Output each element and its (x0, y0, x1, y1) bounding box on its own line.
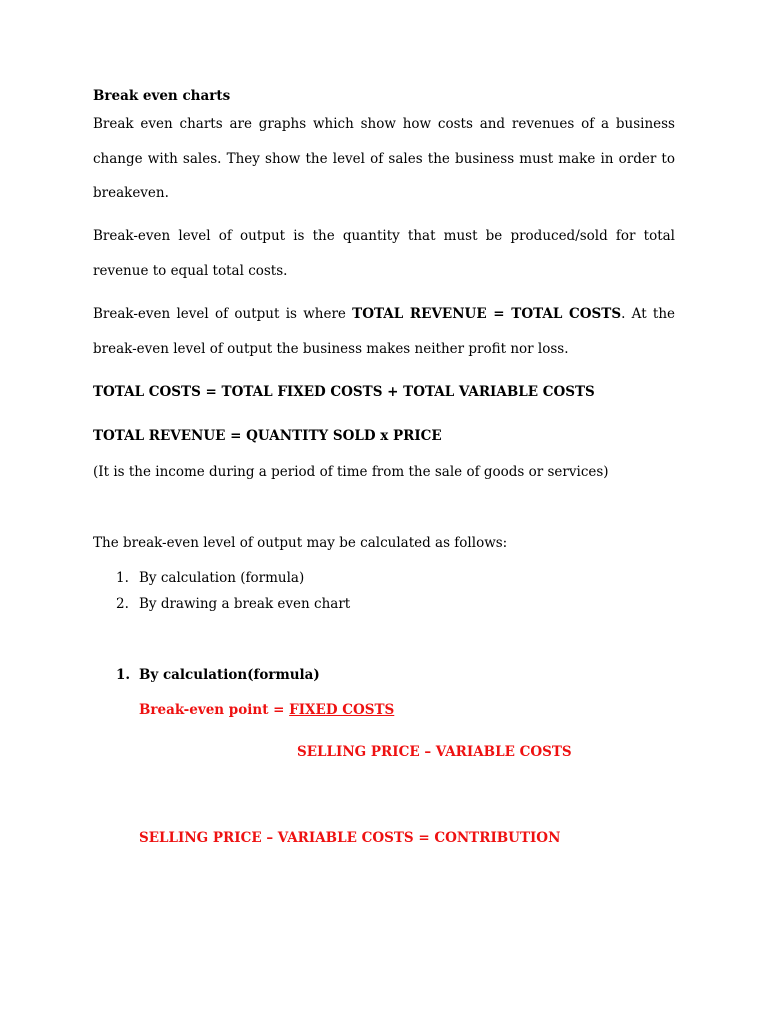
heading: Break even charts (93, 88, 231, 104)
revenue-note: (It is the income during a period of time from the sale of goods or services) (93, 464, 609, 480)
section-1-title: By calculation(formula) (139, 667, 320, 683)
breakeven-condition-paragraph (93, 297, 675, 366)
total-costs-formula: TOTAL COSTS = TOTAL FIXED COSTS + TOTAL VARIABLE COSTS (93, 384, 595, 400)
intro-paragraph: Break even charts are graphs which show how costs and revenues of a business change with sales. They show the level of sales the business must make in order to breakeven. (93, 116, 675, 201)
method-number: 2. (116, 596, 129, 612)
bep-label: Break-even point = (139, 702, 290, 718)
def2-text-a: Break-even level of output is where (93, 306, 353, 322)
method-text-2: By drawing a break even chart (139, 596, 351, 612)
method-item-1 (116, 570, 129, 587)
method-text-1: By calculation (formula) (139, 570, 305, 586)
bep-denominator: SELLING PRICE – VARIABLE COSTS (297, 744, 572, 760)
contribution-formula: SELLING PRICE – VARIABLE COSTS = CONTRIBUTION (139, 830, 561, 846)
total-revenue-formula: TOTAL REVENUE = QUANTITY SOLD x PRICE (93, 428, 442, 444)
section-1-number: 1. (116, 667, 131, 683)
def2-bold: TOTAL REVENUE = TOTAL COSTS (352, 306, 622, 322)
method-number: 1. (116, 570, 129, 586)
definition-paragraph: Break-even level of output is the quantity that must be produced/sold for total revenue to equal total costs. (93, 228, 675, 279)
method-item-2 (116, 596, 129, 613)
def2-text-b: . At the break-even level of output the business makes neither profit nor loss. (93, 306, 675, 357)
bep-numerator: FIXED COSTS (289, 702, 395, 718)
methods-intro: The break-even level of output may be calculated as follows: (93, 535, 508, 551)
breakeven-point-formula (139, 702, 394, 719)
